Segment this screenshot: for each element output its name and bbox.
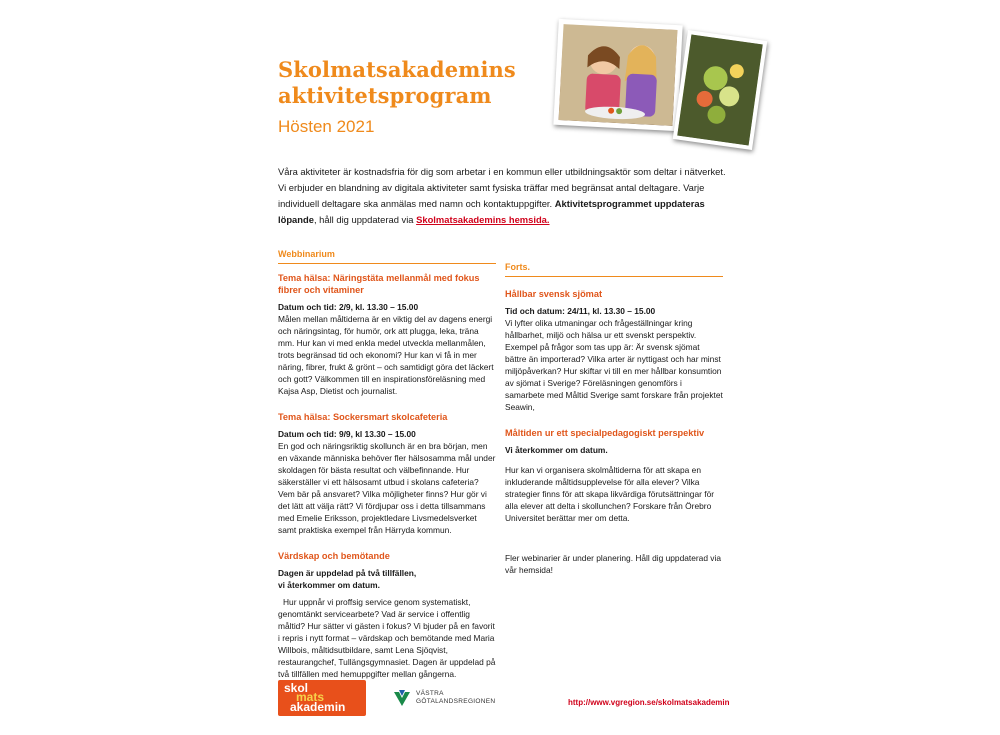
right-column: [505, 248, 723, 576]
vgr-line-2: GÖTALANDSREGIONEN: [416, 698, 496, 705]
photo-children-eating: [553, 19, 682, 131]
vastra-gotalandsregionen-logo: [392, 688, 502, 710]
section-date: Datum och tid: 9/9, kl 13.30 – 15.00: [278, 429, 416, 439]
vgr-line-1: VÄSTRA: [416, 690, 444, 697]
section-date-line-2: vi återkommer om datum.: [278, 580, 380, 590]
website-link[interactable]: Skolmatsakademins hemsida.: [416, 214, 550, 225]
section-body: En god och näringsriktig skollunch är en bra början, men en växande människa behöver fler hälsosamma mål under skoldagen för bästa resultat och välbefinnande. Hur säkerställer vi ett hälsosamt utbud i skolans cafeteria? Vem bär på ansvaret? Vilka möjligheter finns? Hur gör vi det lätt att välja rätt? Vi fördjupar oss i detta tillsammans med Emelie Eriksson, projektledare Livsmedelsverket samt praktiska exempel från Härryda kommun.: [278, 441, 496, 535]
left-column: [278, 248, 496, 694]
section-snacks: [278, 272, 496, 397]
webinar-heading: Webbinarium: [278, 248, 496, 264]
intro-bold: Aktivitetsprogrammet uppdateras löpande: [278, 198, 705, 225]
section-body: Hur uppnår vi proffsig service genom systematiskt, genomtänkt servicearbete? Vad är service i offentlig måltid? Hur sätter vi gästen i fokus? Vi bjuder på en favorit i repris i nytt format – värdskap och bemötande med Maria Willbois, måltidsutbildare, samt Lena Sjöqvist, restaurangchef, Tullängsgymnasiet. Dagen är uppdelad på två tillfällen med hemuppgifter mellan gångerna.: [278, 597, 496, 679]
vgr-leaf-icon: [392, 688, 412, 708]
intro-paragraph: [278, 164, 726, 228]
section-body: Vi lyfter olika utmaningar och frågeställningar kring hållbarhet, miljö och hälsa ur ett svenskt perspektiv. Exempel på frågor som tas upp är: Är svensk sjömat bättre än importerad? Vilka arter är nyttigast och har minst miljöpåverkan? Hur skiftar vi till en mer hållbar konsumtion av sjömat i Sverige? Föreläsningen genomförs i samarbete med Måltid Sverige samt forskare från projektet Seawin,: [505, 318, 723, 412]
intro-after-bold: , håll dig uppdaterad via: [313, 214, 417, 225]
section-special-pedagogy: [505, 427, 723, 524]
title-line-2: aktivitetsprogram: [278, 83, 492, 108]
footer-url-link[interactable]: http://www.vgregion.se/skolmatsakademin: [568, 698, 730, 707]
section-title: Hållbar svensk sjömat: [505, 289, 603, 299]
page-title: [278, 57, 578, 109]
section-title: Tema hälsa: Sockersmart skolcafeteria: [278, 412, 448, 422]
photo-salad: [673, 30, 768, 150]
section-date: Tid och datum: 24/11, kl. 13.30 – 15.00: [505, 306, 656, 316]
continued-heading: Forts.: [505, 261, 723, 277]
section-date: Datum och tid: 2/9, kl. 13.30 – 15.00: [278, 302, 419, 312]
section-date: Vi återkommer om datum.: [505, 445, 608, 455]
section-seafood: [505, 288, 723, 413]
section-title: Tema hälsa: Näringstäta mellanmål med fokus fibrer och vitaminer: [278, 273, 480, 295]
section-hospitality: [278, 550, 496, 680]
planning-note: Fler webinarier är under planering. Håll dig uppdaterad via vår hemsida!: [505, 553, 722, 575]
title-line-1: Skolmatsakademins: [278, 57, 516, 82]
skolmatsakademin-logo: skol mats akademin: [278, 680, 366, 716]
section-title: Värdskap och bemötande: [278, 551, 390, 561]
section-body: Målen mellan måltiderna är en viktig del av dagens energi och näringsintag, för humör, ork att plugga, leka, träna mm. Hur kan vi med enkla medel utveckla mellanmålen, trots begränsad tid och ekonomi? Hur kan vi få in mer näring, fibrer, frukt & grönt – och samtidigt göra det läckert och gott? Välkommen till en inspirationsföreläsning med Kajsa Asp, Dietist och journalist.: [278, 314, 494, 396]
section-cafeteria: [278, 411, 496, 536]
intro-text: Våra aktiviteter är kostnadsfria för dig som arbetar i en kommun eller utbildningsaktör som deltar i nätverket. Vi erbjuder en blandning av digitala aktiviteter samt fysiska träffar med begränsat antal deltagare. Varje individuell deltagare ska anmälas med namn och kontaktuppgifter.: [278, 166, 726, 209]
section-title: Måltiden ur ett specialpedagogiskt perspektiv: [505, 428, 705, 438]
section-date-line-1: Dagen är uppdelad på två tillfällen,: [278, 568, 417, 578]
section-body: Hur kan vi organisera skolmåltiderna för att skapa en inkluderande måltidsupplevelse för alla elever? Vilka strategier finns för att skapa likvärdiga förutsättningar för alla elever att delta i skollunchen? Forskare från Örebro Universitet berättar mer om detta.: [505, 465, 715, 523]
page-subtitle: Hösten 2021: [278, 117, 375, 136]
